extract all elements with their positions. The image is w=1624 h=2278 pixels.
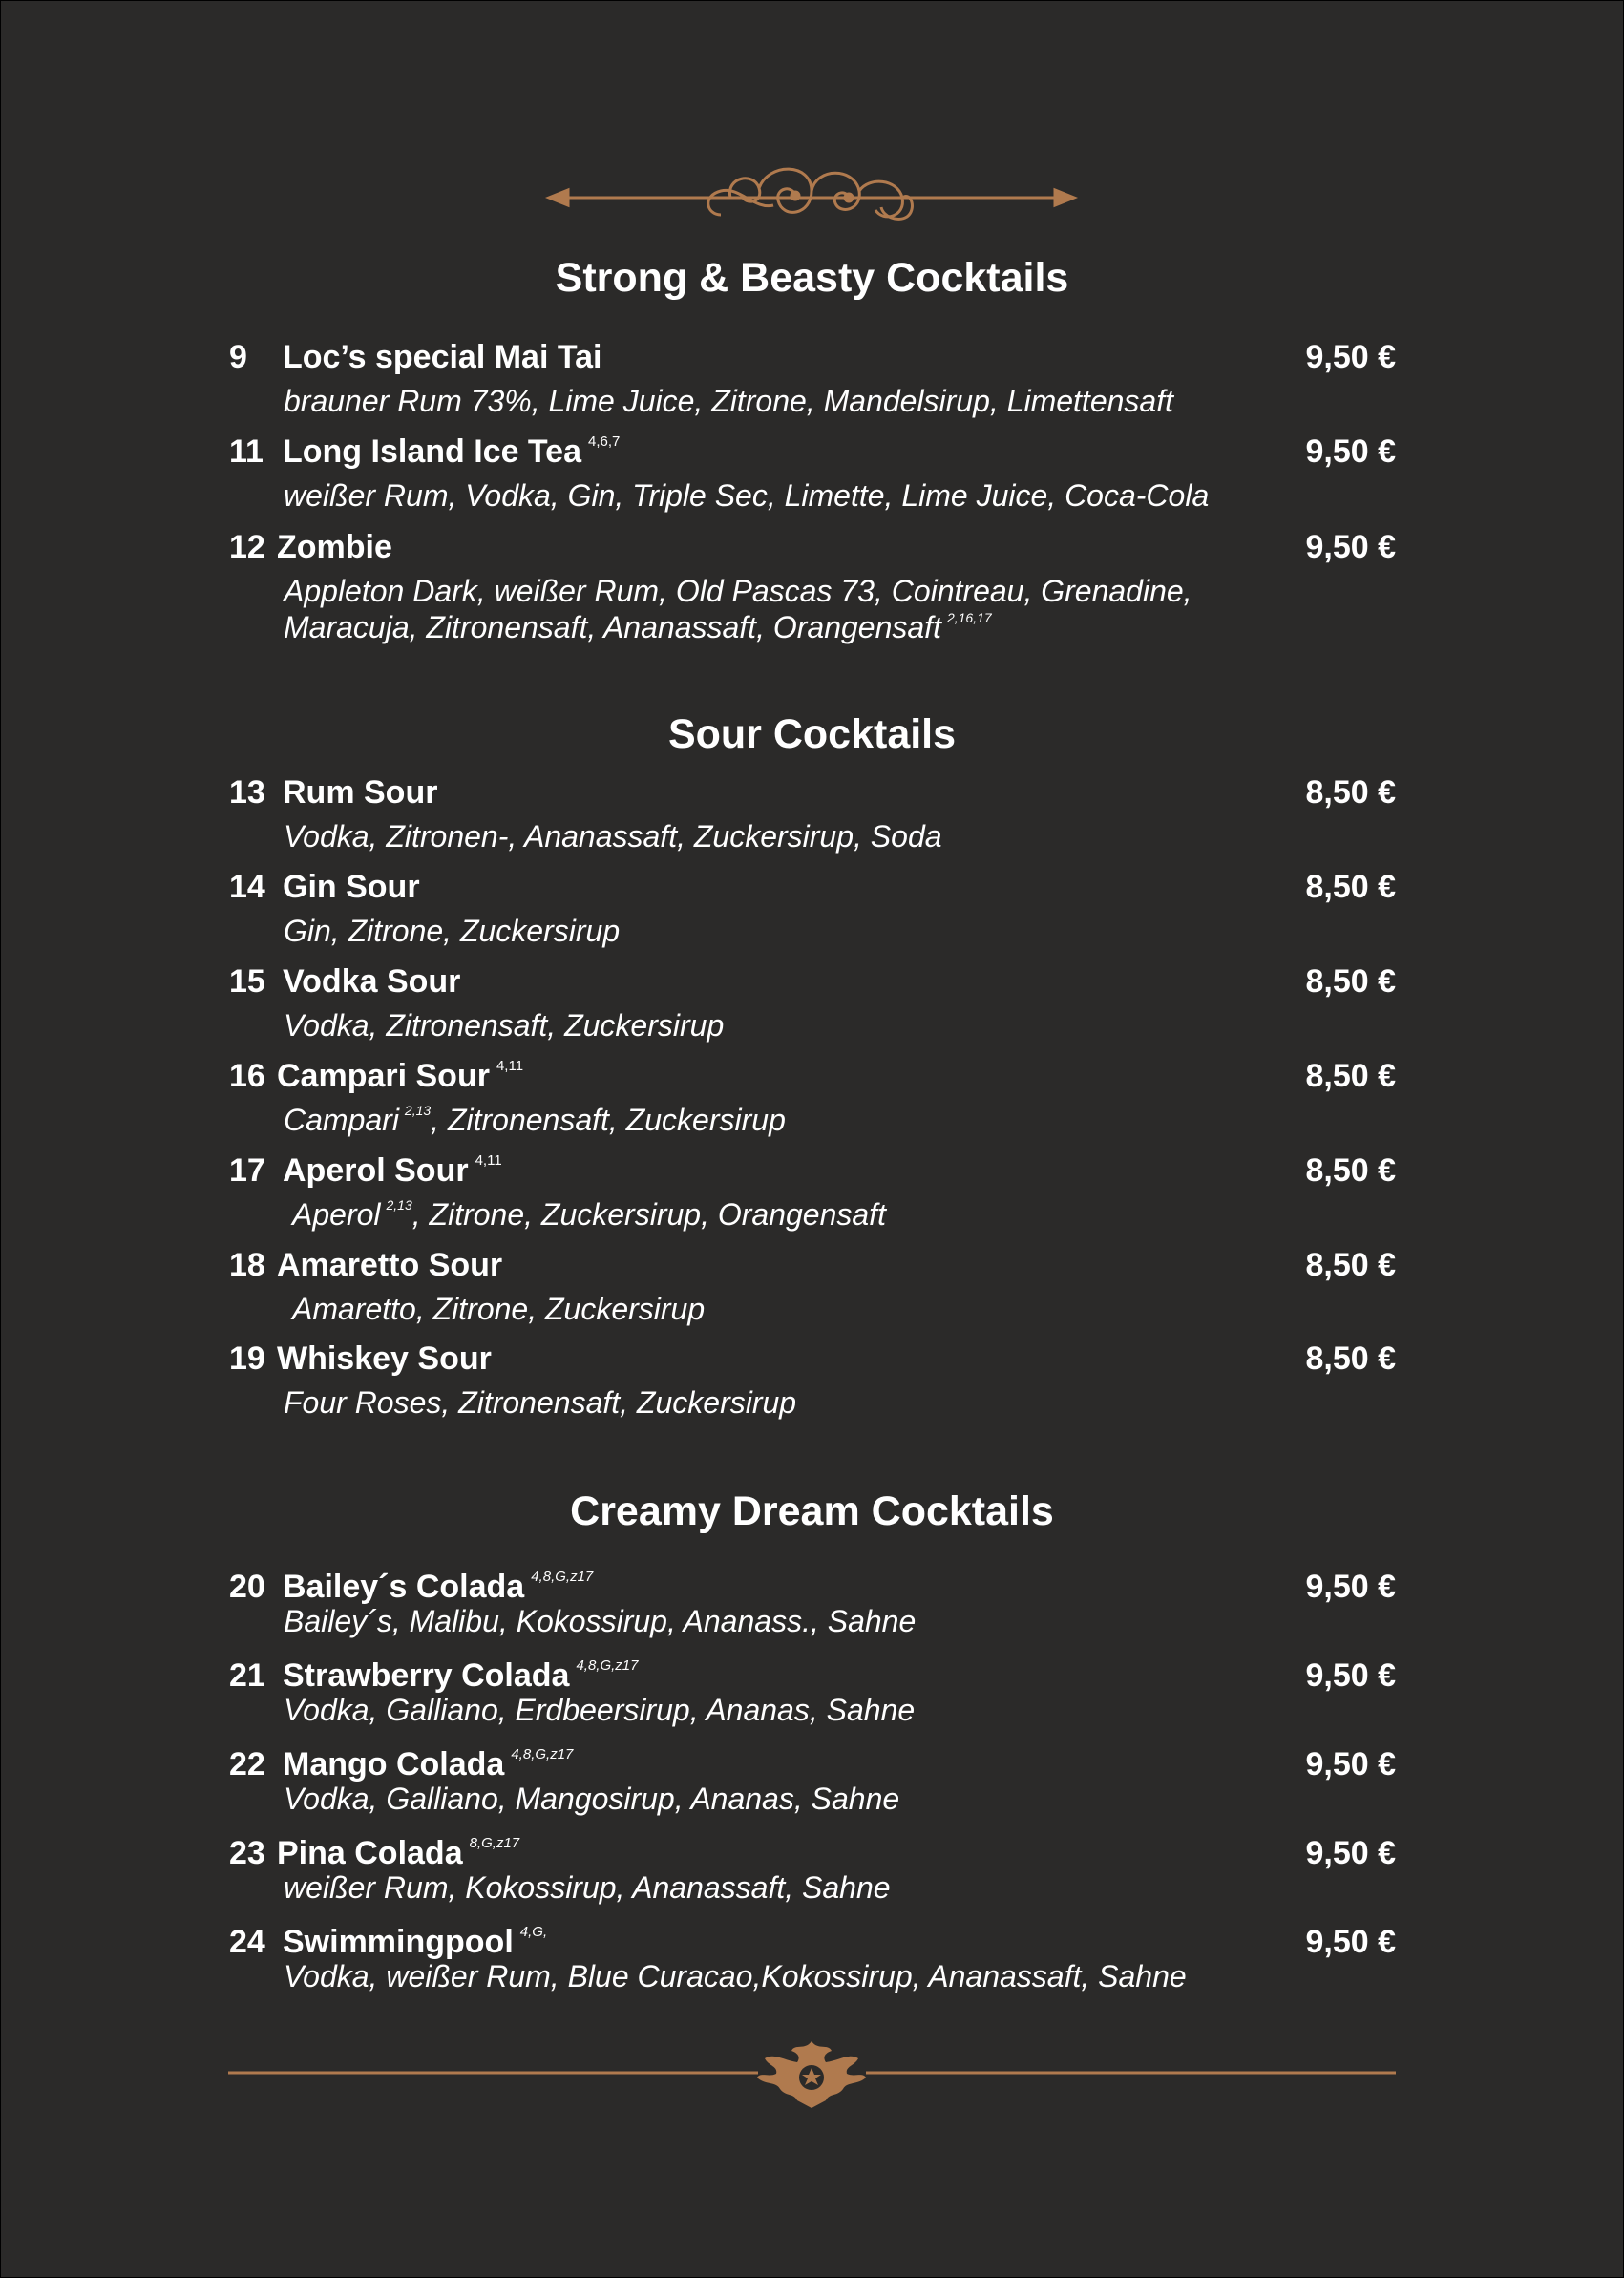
- allergen-codes: 4,8,G,z17: [576, 1657, 639, 1674]
- item-description: brauner Rum 73%, Lime Juice, Zitrone, Mandelsirup, Limettensaft: [284, 384, 1173, 418]
- item-number: 23: [229, 1835, 265, 1871]
- item-price: 8,50 €: [1305, 774, 1396, 811]
- item-number: 12: [229, 529, 265, 565]
- item-description: Vodka, Galliano, Mangosirup, Ananas, Sahne: [284, 1782, 900, 1816]
- allergen-codes: 4,6,7: [588, 433, 621, 450]
- item-description: Gin, Zitrone, Zuckersirup: [284, 914, 621, 948]
- item-price: 8,50 €: [1305, 1340, 1396, 1377]
- menu-item-12: [229, 529, 1396, 651]
- menu-item-21: [229, 1657, 1396, 1728]
- item-price: 9,50 €: [1305, 339, 1396, 375]
- menu-item-11: [229, 433, 1396, 514]
- item-description: Aperol $^{2,13}$, Zitrone, Zuckersirup, Orangensaft: [292, 1197, 886, 1232]
- item-name: Swimmingpool $^{4,G,}$: [283, 1924, 548, 1960]
- allergen-codes: 8,G,z17: [469, 1835, 520, 1851]
- item-name: Loc’s special Mai Tai: [283, 339, 602, 375]
- item-price: 8,50 €: [1305, 963, 1396, 1000]
- item-description: Campari $^{2,13}$, Zitronensaft, Zuckersirup: [284, 1103, 786, 1137]
- item-description: Vodka, Zitronensaft, Zuckersirup: [284, 1008, 725, 1043]
- item-number: 16: [229, 1058, 265, 1094]
- section-title-sour: Sour Cocktails: [667, 711, 957, 757]
- allergen-codes: 2,13: [404, 1103, 432, 1118]
- item-name: Bailey´s Colada $^{4,8,G,z17}$: [283, 1569, 594, 1605]
- allergen-codes: 4,8,G,z17: [511, 1746, 574, 1762]
- menu-item-20: [229, 1569, 1396, 1639]
- item-name: Long Island Ice Tea $^{4,6,7}$: [283, 433, 621, 470]
- item-number: 19: [229, 1340, 265, 1377]
- allergen-codes: 4,G,: [519, 1924, 548, 1940]
- item-name: Gin Sour: [283, 869, 420, 905]
- item-price: 9,50 €: [1305, 529, 1396, 565]
- allergen-codes: 4,11: [475, 1152, 502, 1169]
- item-name: Campari Sour $^{4,11}$: [277, 1058, 524, 1094]
- item-description: Bailey´s, Malibu, Kokossirup, Ananass., Sahne: [284, 1604, 917, 1638]
- item-number: 17: [229, 1152, 265, 1189]
- item-number: 18: [229, 1247, 265, 1283]
- menu-item-22: [229, 1746, 1396, 1817]
- item-price: 9,50 €: [1305, 1924, 1396, 1960]
- item-name: Mango Colada $^{4,8,G,z17}$: [283, 1746, 574, 1782]
- item-number: 15: [229, 963, 265, 1000]
- allergen-codes: 4,11: [496, 1058, 524, 1074]
- item-number: 13: [229, 774, 265, 811]
- item-number: 24: [229, 1924, 265, 1960]
- ornament-divider-top: [539, 158, 1084, 239]
- item-price: 8,50 €: [1305, 1247, 1396, 1283]
- item-description: Vodka, Zitronen-, Ananassaft, Zuckersirup, Soda: [284, 819, 942, 854]
- item-description: weißer Rum, Vodka, Gin, Triple Sec, Limette, Lime Juice, Coca-Cola: [284, 478, 1210, 513]
- item-name: Strawberry Colada $^{4,8,G,z17}$: [283, 1657, 639, 1694]
- item-description: Vodka, Galliano, Erdbeersirup, Ananas, Sahne: [284, 1693, 916, 1727]
- section-title-creamy-dream: Creamy Dream Cocktails: [570, 1488, 1054, 1534]
- item-price: 8,50 €: [1305, 869, 1396, 905]
- item-number: 14: [229, 869, 265, 905]
- menu-item-13: [229, 774, 1396, 854]
- item-name: Rum Sour: [283, 774, 438, 811]
- item-name: Zombie: [277, 529, 392, 565]
- menu-item-15: [229, 963, 1396, 1044]
- item-number: 22: [229, 1746, 265, 1782]
- ornament-divider-bottom: [228, 2034, 1396, 2115]
- menu-item-24: [229, 1924, 1396, 1994]
- item-description: weißer Rum, Kokossirup, Ananassaft, Sahne: [284, 1870, 891, 1905]
- item-name: Amaretto Sour: [277, 1247, 503, 1283]
- menu-item-17: [229, 1152, 1396, 1238]
- section-title-strong-beasty: Strong & Beasty Cocktails: [555, 255, 1069, 301]
- item-price: 9,50 €: [1305, 1746, 1396, 1782]
- item-price: 9,50 €: [1305, 1569, 1396, 1605]
- item-price: 9,50 €: [1305, 433, 1396, 470]
- item-name: Pina Colada $^{8,G,z17}$: [277, 1835, 520, 1871]
- item-description: Vodka, weißer Rum, Blue Curacao,Kokossirup, Ananassaft, Sahne: [284, 1959, 1187, 1993]
- allergen-codes: 2,16,17: [946, 610, 992, 625]
- item-number: 21: [229, 1657, 265, 1694]
- item-description-line-2: Maracuja, Zitronensaft, Ananassaft, Orangensaft $^{2,16,17}$: [284, 610, 992, 644]
- item-name: Aperol Sour $^{4,11}$: [283, 1152, 502, 1189]
- menu-item-16: [229, 1058, 1396, 1144]
- item-name: Whiskey Sour: [277, 1340, 492, 1377]
- allergen-codes: 2,13: [386, 1197, 412, 1213]
- menu-item-14: [229, 869, 1396, 949]
- menu-item-23: [229, 1835, 1396, 1906]
- item-description-line-1: Appleton Dark, weißer Rum, Old Pascas 73, Cointreau, Grenadine,: [284, 574, 1192, 608]
- allergen-codes: 4,8,G,z17: [531, 1569, 594, 1585]
- item-description: Amaretto, Zitrone, Zuckersirup: [292, 1292, 706, 1326]
- menu-item-9: [229, 339, 1396, 419]
- menu-item-18: [229, 1247, 1396, 1327]
- item-number: 20: [229, 1569, 265, 1605]
- item-price: 8,50 €: [1305, 1152, 1396, 1189]
- item-price: 8,50 €: [1305, 1058, 1396, 1094]
- item-number: 11: [229, 433, 264, 470]
- item-description: Four Roses, Zitronensaft, Zuckersirup: [284, 1385, 797, 1420]
- item-price: 9,50 €: [1305, 1835, 1396, 1871]
- menu-item-19: [229, 1340, 1396, 1421]
- item-name: Vodka Sour: [283, 963, 461, 1000]
- item-price: 9,50 €: [1305, 1657, 1396, 1694]
- item-number: 9: [229, 339, 247, 375]
